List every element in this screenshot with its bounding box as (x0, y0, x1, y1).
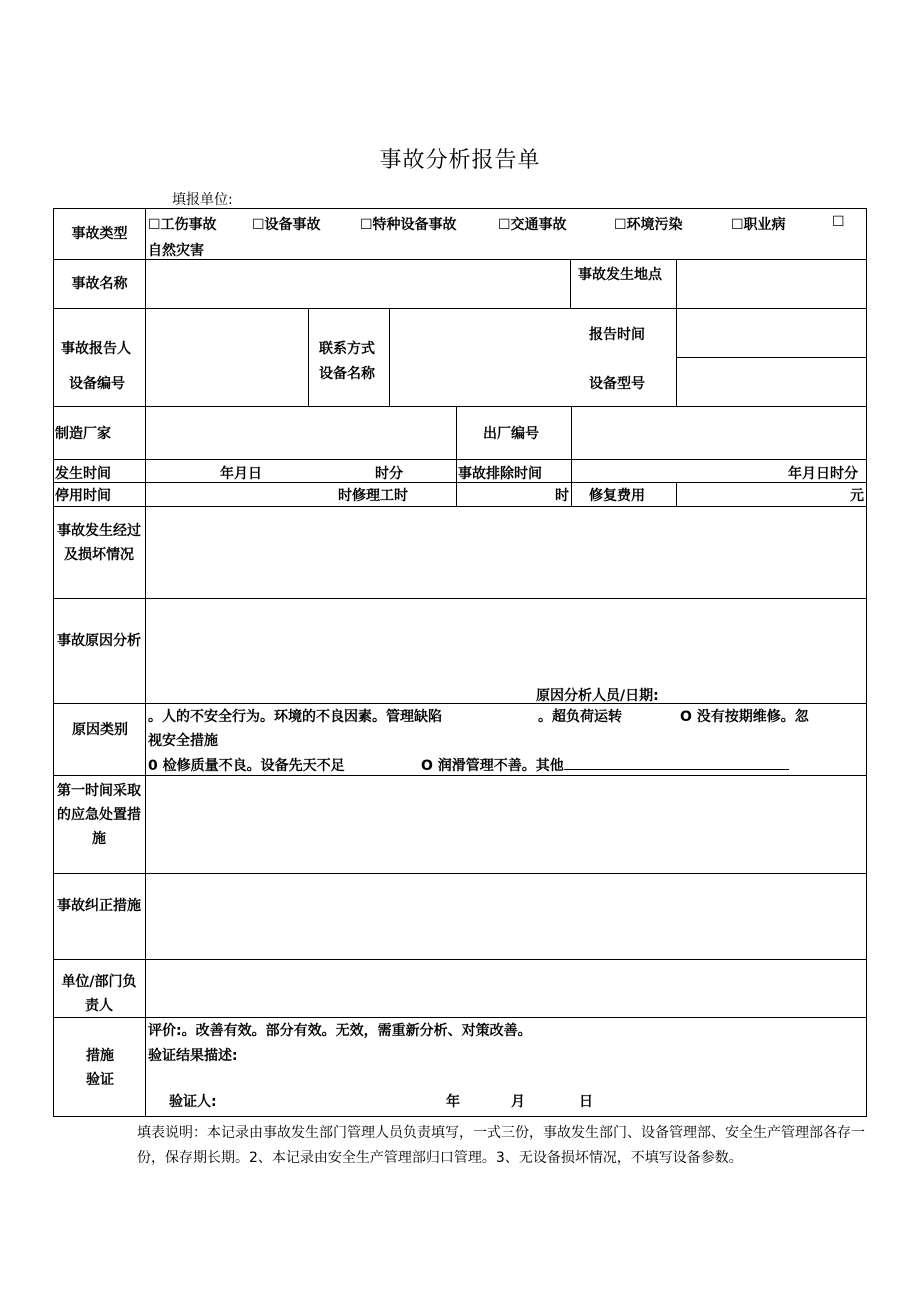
emergency-measures-label: 第一时间采取的应急处置措施 (57, 783, 141, 847)
accident-type-label: 事故类型 (71, 226, 128, 242)
verification-description-label: 验证结果描述: (148, 1048, 238, 1064)
corrective-measures-label: 事故纠正措施 (57, 898, 141, 914)
evaluation-text: 评价:。改善有效。部分有效。无效，需重新分析、对策改善。 (148, 1023, 532, 1039)
page-title: 事故分析报告单 (379, 148, 541, 173)
report-time-label: 报告时间 (589, 327, 645, 343)
accident-name-label: 事故名称 (71, 276, 128, 292)
department-head-label: 单位/部门负责人 (61, 974, 137, 1014)
clear-time-label: 事故排除时间 (458, 466, 542, 482)
option-traffic[interactable]: ☐交通事故 (498, 217, 567, 233)
occur-time-units: 时分 (375, 466, 403, 482)
occur-date-units: 年月日 (220, 466, 262, 482)
category-line2: 视安全措施 (148, 733, 218, 749)
contact-label: 联系方式 (319, 341, 375, 357)
occur-time-label: 发生时间 (55, 466, 111, 482)
process-label: 事故发生经过及损坏情况 (57, 523, 141, 563)
yuan-unit: 元 (850, 488, 864, 504)
year-label: 年 (446, 1094, 460, 1110)
option-work-injury[interactable]: ☐工伤事故 (148, 217, 217, 233)
option-occupational[interactable]: ☐职业病 (731, 217, 786, 233)
serial-label: 出厂编号 (483, 426, 539, 442)
hour-unit: 时 (555, 488, 569, 504)
cause-analyst-label: 原因分析人员/日期: (536, 688, 659, 704)
location-label: 事故发生地点 (578, 267, 662, 283)
category-line3-a: 0 检修质量不良。设备先天不足 (148, 758, 345, 774)
equipment-model-label: 设备型号 (589, 376, 645, 392)
month-label: 月 (511, 1094, 525, 1110)
repair-cost-label: 修复费用 (589, 488, 645, 504)
option-environment[interactable]: ☐环境污染 (614, 217, 683, 233)
form-instructions: 填表说明：本记录由事故发生部门管理人员负责填写，一式三份，事故发生部门、设备管理部、安全生产管理部各存一份，保存期长期。2、本记录由安全生产管理部归口管理。3、无设备损坏情况，不填写设备参数。 (137, 1125, 865, 1166)
manufacturer-label: 制造厂家 (55, 426, 111, 442)
verifier-label: 验证人: (169, 1094, 217, 1110)
reporter-label: 事故报告人 (61, 341, 131, 357)
stop-time-label: 停用时间 (55, 488, 111, 504)
cause-label: 事故原因分析 (57, 633, 141, 649)
category-other-blank[interactable] (564, 755, 789, 770)
equipment-code-label: 设备编号 (69, 376, 125, 392)
option-equipment[interactable]: ☐设备事故 (252, 217, 321, 233)
category-other-text: O 润滑管理不善。其他 (421, 758, 564, 774)
equipment-name-label: 设备名称 (319, 366, 375, 382)
option-natural-disaster-text: 自然灾害 (148, 243, 204, 259)
option-natural-checkbox[interactable]: ☐ (832, 214, 845, 230)
category-line3-b (421, 755, 789, 775)
category-overload: 。超负荷运转 (538, 709, 622, 725)
day-label: 日 (579, 1094, 593, 1110)
repair-hours-label: 时修理工时 (338, 488, 408, 504)
cause-category-label: 原因类别 (72, 722, 128, 738)
reporting-unit-label: 填报单位: (172, 192, 233, 208)
category-line1-a: 。人的不安全行为。环境的不良因素。管理缺陷 (148, 709, 442, 725)
category-no-maintenance: O 没有按期维修。忽 (680, 709, 809, 725)
verification-label: 措施验证 (86, 1048, 114, 1088)
clear-time-units: 年月日时分 (788, 466, 858, 482)
option-special-equipment[interactable]: ☐特种设备事故 (360, 217, 457, 233)
